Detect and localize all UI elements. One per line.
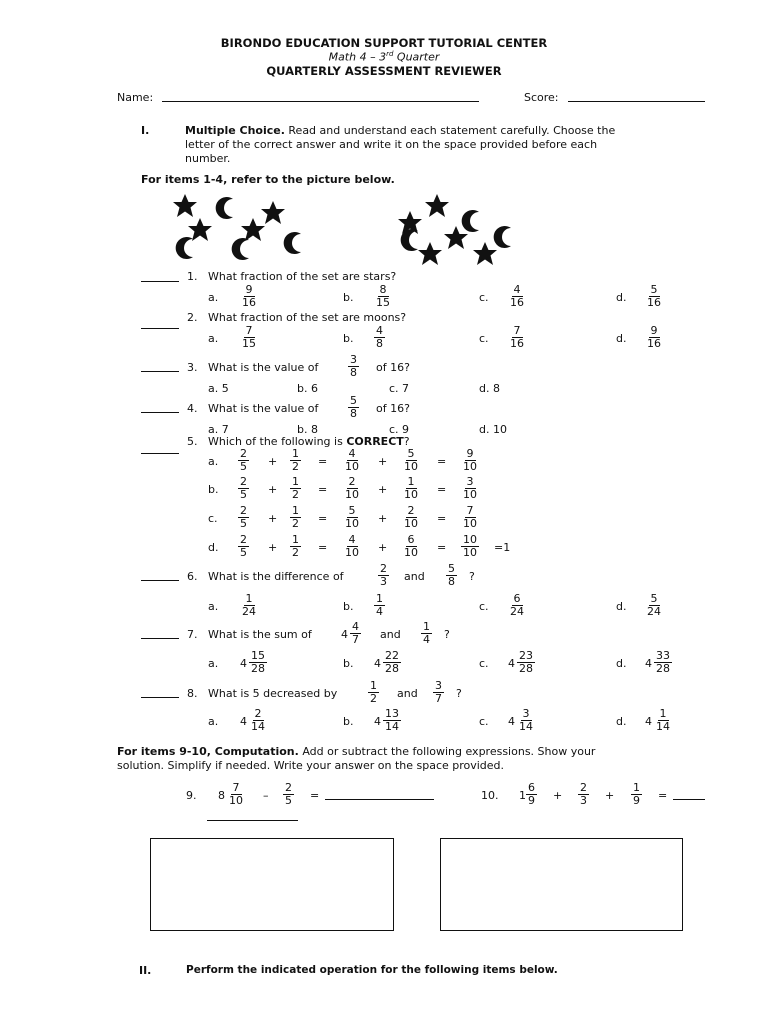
q8-option-d-denominator: 14 (656, 720, 670, 733)
q7-option-c-numerator: 23 (519, 649, 533, 662)
q8-number: 8. (187, 687, 198, 700)
q6-option-c (508, 593, 526, 618)
q6-option-d-denominator: 24 (647, 605, 661, 618)
q10-fraction-1: $\frac{6}{9}$ (528, 781, 535, 807)
moon-icon (216, 197, 233, 219)
q9-answer-line-2[interactable] (207, 820, 298, 821)
q9-fraction-1: $\frac{7}{10}$ (229, 781, 243, 807)
q8-option-b-whole: 4 (374, 715, 381, 728)
q5-a-term-3-denominator: 10 (345, 460, 359, 473)
q8-option-d-letter: d. (616, 715, 627, 728)
q3-option-d: d. 8 (479, 382, 500, 395)
q8-option-a-numerator: 2 (254, 707, 262, 720)
q7-option-a-numerator: 15 (251, 649, 265, 662)
q8-option-b (383, 708, 401, 733)
q9-equals: = (310, 789, 320, 802)
stars-moons-picture (160, 190, 530, 270)
q6-option-d (645, 593, 663, 618)
q5-plus: + (378, 483, 388, 496)
q6-option-b-denominator: 4 (376, 605, 383, 618)
q5-c-term-1 (238, 505, 249, 530)
q8-option-d (654, 708, 672, 733)
q10-answer-line[interactable] (673, 799, 705, 800)
q7-option-c-letter: c. (479, 657, 489, 670)
q7-option-d-letter: d. (616, 657, 627, 670)
answer-blank-1[interactable] (141, 281, 179, 282)
q5-b-term-4 (402, 476, 420, 501)
q6-option-a-letter: a. (208, 600, 219, 613)
q8-fraction-2: $\frac{3}{7}$ (435, 679, 442, 705)
q5-b-term-1-numerator: 2 (240, 475, 247, 488)
q10-number: 10. (481, 789, 499, 802)
q1-option-d: $\frac{5}{16}$ (647, 283, 661, 309)
name-label: Name: (117, 91, 154, 104)
q5-d-term-3-denominator: 10 (345, 546, 359, 559)
q8-and: and (397, 687, 418, 700)
q8-option-d-numerator: 1 (659, 707, 667, 720)
q5-a-term-2 (290, 448, 301, 473)
q5-b-term-1-denominator: 5 (240, 488, 247, 501)
q5-b-term-3-numerator: 2 (348, 475, 356, 488)
q5-c-term-4 (402, 505, 420, 530)
q4-number: 4. (187, 402, 198, 415)
q1-option-c: $\frac{4}{16}$ (510, 283, 524, 309)
answer-blank-7[interactable] (141, 638, 179, 639)
q7-and: and (380, 628, 401, 641)
q10-operator-2: + (605, 789, 615, 802)
q4-text: What is the value of (208, 402, 319, 415)
answer-blank-6[interactable] (141, 580, 179, 581)
q7-fraction-1: $\frac{4}{7}$ (352, 620, 359, 646)
q7-option-c-whole: 4 (508, 657, 515, 670)
q8-option-b-denominator: 14 (385, 720, 399, 733)
q2-number: 2. (187, 311, 198, 324)
school-name: BIRONDO EDUCATION SUPPORT TUTORIAL CENTER (220, 36, 548, 50)
score-field[interactable] (568, 101, 705, 102)
q5-c-result-numerator: 7 (466, 504, 474, 517)
q2-text: What fraction of the set are moons? (208, 311, 407, 324)
q5-equals: = (318, 455, 328, 468)
q5-c-term-3 (343, 505, 361, 530)
q5-c-term-2-numerator: 1 (292, 504, 299, 517)
q5-b-term-4-denominator: 10 (404, 488, 418, 501)
q8-option-c-denominator: 14 (519, 720, 533, 733)
q7-option-d (654, 650, 672, 675)
q9-operator: – (263, 789, 269, 802)
q5-a-term-3 (343, 448, 361, 473)
q7-option-a (249, 650, 267, 675)
answer-blank-8[interactable] (141, 697, 179, 698)
q3-number: 3. (187, 361, 198, 374)
q5-plus: + (378, 512, 388, 525)
q9-answer-line[interactable] (325, 799, 434, 800)
q6-option-c-denominator: 24 (510, 605, 524, 618)
q5-equals: = (437, 483, 447, 496)
q5-b-term-3-denominator: 10 (345, 488, 359, 501)
part2-numeral: II. (139, 964, 152, 977)
q8-option-a-whole: 4 (240, 715, 247, 728)
q5-d-result (461, 534, 479, 559)
score-label: Score: (524, 91, 559, 104)
computation-instructions: For items 9-10, Computation. Add or subtract the following expressions. Show your (117, 745, 596, 758)
refer-note: For items 1-4, refer to the picture below. (141, 173, 395, 186)
q7-option-b-numerator: 22 (385, 649, 399, 662)
q8-option-a-denominator: 14 (251, 720, 265, 733)
q2-option-c: $\frac{7}{16}$ (510, 324, 524, 350)
q1-option-c-letter: c. (479, 291, 489, 304)
q7-option-c-denominator: 28 (519, 662, 533, 675)
q8-option-c-numerator: 3 (522, 707, 530, 720)
q5-option-c-letter: c. (208, 512, 218, 525)
q1-option-a: $\frac{9}{16}$ (242, 283, 256, 309)
q5-a-result (461, 448, 479, 473)
answer-blank-3[interactable] (141, 371, 179, 372)
q5-b-term-4-numerator: 1 (407, 475, 415, 488)
moon-icon (494, 226, 511, 248)
q8-option-b-numerator: 13 (385, 707, 399, 720)
subject-line: Math 4 – 3rd Quarter (328, 50, 440, 64)
part2-instructions: Perform the indicated operation for the following items below. (186, 964, 558, 976)
part1-numeral: I. (141, 124, 150, 137)
q5-equals: = (318, 483, 328, 496)
q8-option-c (517, 708, 535, 733)
q6-fraction-2: $\frac{5}{8}$ (448, 562, 455, 588)
q6-option-a-denominator: 24 (242, 605, 256, 618)
q5-d-term-1-numerator: 2 (240, 533, 247, 546)
q9-solution-box[interactable] (150, 838, 394, 931)
q5-b-result-denominator: 10 (463, 488, 477, 501)
part1-instructions: Multiple Choice. Read and understand each statement carefully. Choose the (185, 124, 616, 137)
q8-text: What is 5 decreased by (208, 687, 338, 700)
q2-option-b: $\frac{4}{8}$ (376, 324, 383, 350)
moon-icon (232, 238, 249, 260)
q5-a-term-4-numerator: 5 (407, 447, 415, 460)
q9-fraction-2: $\frac{2}{5}$ (285, 781, 292, 807)
q3-option-b: b. 6 (297, 382, 318, 395)
q7-option-a-letter: a. (208, 657, 219, 670)
q1-option-b: $\frac{8}{15}$ (376, 283, 390, 309)
q5-a-result-denominator: 10 (463, 460, 477, 473)
q7-option-d-numerator: 33 (656, 649, 670, 662)
q2-option-d: $\frac{9}{16}$ (647, 324, 661, 350)
q5-option-b-letter: b. (208, 483, 219, 496)
q5-plus: + (268, 512, 278, 525)
q7-option-c (517, 650, 535, 675)
q6-option-a-numerator: 1 (245, 592, 253, 605)
q5-c-term-3-denominator: 10 (345, 517, 359, 530)
q5-d-term-1 (238, 534, 249, 559)
star-icon (444, 226, 468, 249)
star-icon (418, 242, 442, 265)
q6-fraction-1: $\frac{2}{3}$ (380, 562, 387, 588)
q4-option-c: c. 9 (389, 423, 410, 436)
q8-fraction-1: $\frac{1}{2}$ (370, 679, 377, 705)
q3-option-c: c. 7 (389, 382, 410, 395)
q6-number: 6. (187, 570, 198, 583)
q10-solution-box[interactable] (440, 838, 683, 931)
answer-blank-4[interactable] (141, 412, 179, 413)
q4-fraction: $\frac{5}{8}$ (350, 394, 357, 420)
q5-c-result (461, 505, 479, 530)
q6-option-b-letter: b. (343, 600, 354, 613)
moon-icon (462, 210, 479, 232)
q4-text-tail: of 16? (376, 402, 410, 415)
q2-option-a-letter: a. (208, 332, 219, 345)
q2-option-c-letter: c. (479, 332, 489, 345)
q6-option-d-numerator: 5 (650, 592, 658, 605)
q6-and: and (404, 570, 425, 583)
q7-option-d-whole: 4 (645, 657, 652, 670)
q2-option-a: $\frac{7}{15}$ (242, 324, 256, 350)
q7-option-a-denominator: 28 (251, 662, 265, 675)
q8-option-a (249, 708, 267, 733)
q5-b-term-2-denominator: 2 (292, 488, 299, 501)
q5-option-d-letter: d. (208, 541, 219, 554)
answer-blank-2[interactable] (141, 328, 179, 329)
q5-plus: + (268, 455, 278, 468)
q8-option-a-letter: a. (208, 715, 219, 728)
q10-equals: = (658, 789, 668, 802)
q5-b-term-3 (343, 476, 361, 501)
q8-option-c-whole: 4 (508, 715, 515, 728)
star-icon (173, 194, 197, 217)
q6-option-c-letter: c. (479, 600, 489, 613)
q7-option-a-whole: 4 (240, 657, 247, 670)
q6-option-b-numerator: 1 (376, 592, 383, 605)
q10-fraction-3: $\frac{1}{9}$ (633, 781, 640, 807)
star-icon (188, 218, 212, 241)
q8-question-mark: ? (456, 687, 462, 700)
q5-d-term-1-denominator: 5 (240, 546, 247, 559)
q5-c-term-3-numerator: 5 (348, 504, 356, 517)
q5-a-term-2-numerator: 1 (292, 447, 299, 460)
q5-d-term-4-denominator: 10 (404, 546, 418, 559)
q5-a-term-4-denominator: 10 (404, 460, 418, 473)
moon-icon (176, 237, 193, 259)
star-icon (241, 218, 265, 241)
q5-equals: = (318, 512, 328, 525)
q5-a-term-2-denominator: 2 (292, 460, 299, 473)
q5-equals: = (437, 512, 447, 525)
name-field[interactable] (162, 101, 479, 102)
q6-option-b (374, 593, 385, 618)
moon-icon (284, 232, 301, 254)
q5-d-term-4-numerator: 6 (407, 533, 415, 546)
q5-d-term-2-denominator: 2 (292, 546, 299, 559)
part1-instructions-line2: letter of the correct answer and write it on the space provided before each (185, 138, 598, 151)
q5-b-term-2 (290, 476, 301, 501)
q5-c-term-1-numerator: 2 (240, 504, 247, 517)
q5-a-term-1-denominator: 5 (240, 460, 247, 473)
q1-text: What fraction of the set are stars? (208, 270, 397, 283)
q4-option-a: a. 7 (208, 423, 229, 436)
q5-a-result-numerator: 9 (466, 447, 474, 460)
q5-d-term-2-numerator: 1 (292, 533, 299, 546)
q5-plus: + (378, 541, 388, 554)
q5-c-term-4-denominator: 10 (404, 517, 418, 530)
q5-b-term-2-numerator: 1 (292, 475, 299, 488)
q6-option-a (240, 593, 258, 618)
q5-d-term-3-numerator: 4 (348, 533, 356, 546)
answer-blank-5[interactable] (141, 453, 179, 454)
q5-text: Which of the following is CORRECT? (208, 435, 410, 448)
q5-equals: = (437, 541, 447, 554)
q7-option-d-denominator: 28 (656, 662, 670, 675)
q1-number: 1. (187, 270, 198, 283)
q2-option-d-letter: d. (616, 332, 627, 345)
q10-fraction-2: $\frac{2}{3}$ (580, 781, 587, 807)
q5-d-extra: =1 (494, 541, 511, 554)
q5-option-a-letter: a. (208, 455, 219, 468)
q2-option-b-letter: b. (343, 332, 354, 345)
q5-c-term-2 (290, 505, 301, 530)
q7-option-b-letter: b. (343, 657, 354, 670)
q5-a-term-3-numerator: 4 (348, 447, 356, 460)
q1-option-d-letter: d. (616, 291, 627, 304)
q5-c-term-1-denominator: 5 (240, 517, 247, 530)
q8-option-c-letter: c. (479, 715, 489, 728)
q1-option-b-letter: b. (343, 291, 354, 304)
q3-fraction: $\frac{3}{8}$ (350, 353, 357, 379)
q7-option-b-whole: 4 (374, 657, 381, 670)
q5-d-result-denominator: 10 (463, 546, 477, 559)
q6-question-mark: ? (469, 570, 475, 583)
q3-text-tail: of 16? (376, 361, 410, 374)
q7-option-b-denominator: 28 (385, 662, 399, 675)
q5-plus: + (268, 541, 278, 554)
star-icon (261, 201, 285, 224)
computation-instructions-line2: solution. Simplify if needed. Write your answer on the space provided. (117, 759, 505, 772)
q5-c-term-4-numerator: 2 (407, 504, 415, 517)
q6-option-d-letter: d. (616, 600, 627, 613)
star-icon (425, 194, 449, 217)
q5-c-term-2-denominator: 2 (292, 517, 299, 530)
q5-b-term-1 (238, 476, 249, 501)
q6-text: What is the difference of (208, 570, 344, 583)
q5-a-term-1-numerator: 2 (240, 447, 247, 460)
q5-equals: = (318, 541, 328, 554)
q4-option-d: d. 10 (479, 423, 507, 436)
q5-equals: = (437, 455, 447, 468)
part1-instructions-line3: number. (185, 152, 231, 165)
q7-question-mark: ? (444, 628, 450, 641)
q1-option-a-letter: a. (208, 291, 219, 304)
q5-number: 5. (187, 435, 198, 448)
q5-d-term-3 (343, 534, 361, 559)
q9-number: 9. (186, 789, 197, 802)
q5-d-result-numerator: 10 (463, 533, 477, 546)
q10-operator-1: + (553, 789, 563, 802)
q5-a-term-1 (238, 448, 249, 473)
q6-option-c-numerator: 6 (513, 592, 521, 605)
q4-option-b: b. 8 (297, 423, 318, 436)
q9-whole: 8 (218, 789, 225, 802)
q8-option-d-whole: 4 (645, 715, 652, 728)
q5-b-result-numerator: 3 (466, 475, 474, 488)
q7-text: What is the sum of (208, 628, 312, 641)
q5-d-term-2 (290, 534, 301, 559)
q3-text: What is the value of (208, 361, 319, 374)
document-title: QUARTERLY ASSESSMENT REVIEWER (266, 64, 502, 78)
q10-whole: 1 (519, 789, 526, 802)
q5-plus: + (268, 483, 278, 496)
q7-number: 7. (187, 628, 198, 641)
q7-option-b (383, 650, 401, 675)
q7-fraction-2: $\frac{1}{4}$ (423, 620, 430, 646)
q3-option-a: a. 5 (208, 382, 229, 395)
q5-c-result-denominator: 10 (463, 517, 477, 530)
q5-b-result (461, 476, 479, 501)
q5-a-term-4 (402, 448, 420, 473)
q5-plus: + (378, 455, 388, 468)
q5-d-term-4 (402, 534, 420, 559)
q7-whole: 4 (341, 628, 348, 641)
star-icon (473, 242, 497, 265)
q8-option-b-letter: b. (343, 715, 354, 728)
